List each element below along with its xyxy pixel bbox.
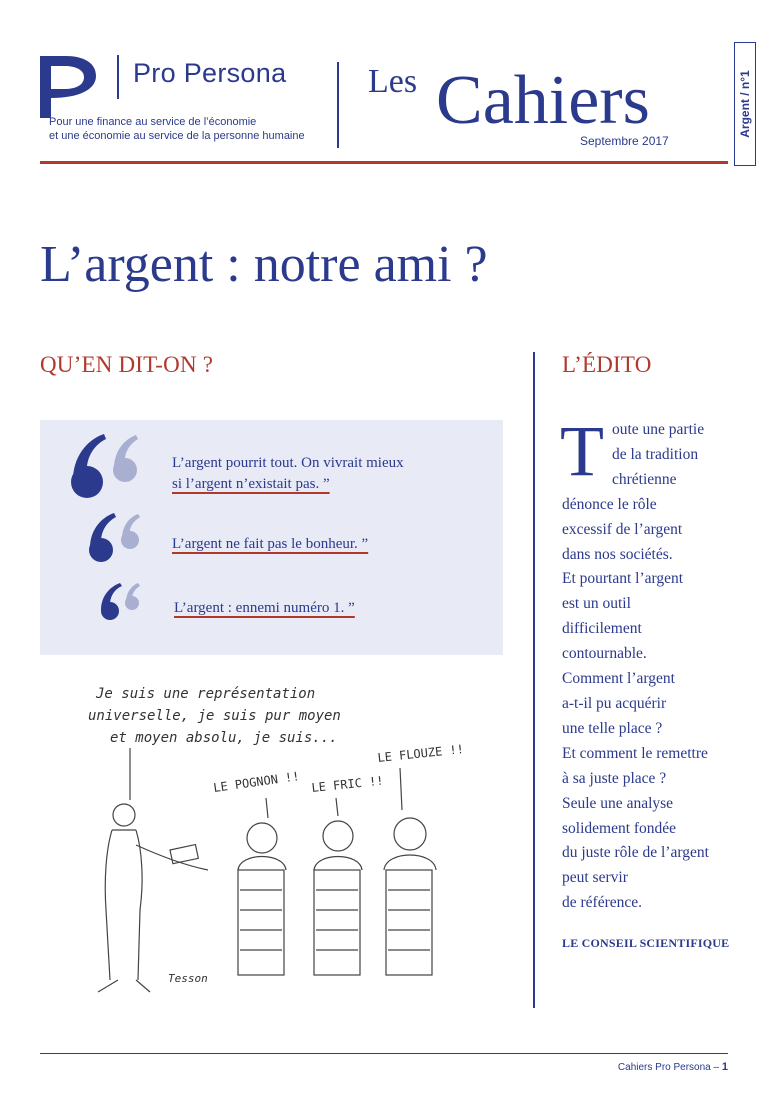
edito-line: difficilement (562, 620, 642, 638)
edito-line: dans nos sociétés. (562, 545, 673, 563)
publication-les: Les (368, 63, 418, 100)
quotes-box (40, 420, 503, 655)
cartoon-illustration (88, 680, 480, 1000)
issue-badge (734, 42, 756, 166)
edito-line: chrétienne (611, 470, 677, 488)
quotes-section-heading: QU’EN DIT-ON ? (40, 352, 214, 377)
cartoon-speech-line-3: et moyen absolu, je suis... (110, 730, 338, 746)
header-rule (40, 161, 728, 164)
edito-line: une telle place ? (562, 719, 663, 737)
pro-persona-logo-icon (38, 52, 100, 120)
issue-badge-text: Argent / n°1 (738, 70, 752, 138)
tagline-line-1: Pour une finance au service de l’économie (49, 116, 257, 128)
edito-section-heading: L’ÉDITO (562, 352, 652, 377)
footer-rule (40, 1053, 728, 1054)
edito-line: Seule une analyse (562, 794, 674, 812)
cartoon-bubble-3: LE FLOUZE !! (376, 741, 465, 765)
edito-line: excessif de l’argent (562, 520, 683, 538)
issue-date: Septembre 2017 (580, 134, 669, 148)
edito-line: à sa juste place ? (562, 769, 667, 787)
cartoon-signature: Tesson (168, 972, 208, 985)
edito-line: a-t-il pu acquérir (562, 694, 667, 712)
edito-line: contournable. (562, 645, 647, 663)
edito-line: Et comment le remettre (562, 744, 708, 762)
quote-1-line-2: si l’argent n’existait pas. ” (172, 476, 330, 492)
quote-1 (172, 453, 404, 495)
publication-cahiers: Cahiers (436, 62, 650, 139)
column-divider (533, 352, 535, 1008)
page-title: L’argent : notre ami ? (40, 236, 488, 293)
logo-divider (117, 55, 119, 99)
quote-3: L’argent : ennemi numéro 1. ” (174, 600, 355, 616)
edito-line: est un outil (562, 595, 631, 613)
footer-label: Cahiers Pro Persona – (617, 1062, 722, 1073)
edito-line: de la tradition (611, 445, 699, 463)
header-divider (337, 62, 339, 148)
cartoon-speech-line-1: Je suis une représentation (96, 686, 316, 702)
cartoon-speech-line-2: universelle, je suis pur moyen (88, 708, 341, 724)
edito-line: du juste rôle de l’argent (562, 844, 709, 862)
quote-mark-icon (70, 432, 146, 502)
edito-line: Et pourtant l’argent (562, 570, 684, 588)
quote-mark-icon (100, 582, 144, 622)
quote-2: L’argent ne fait pas le bonheur. ” (172, 536, 369, 552)
edito-line: Comment l’argent (562, 670, 675, 688)
edito-text (560, 411, 734, 916)
cartoon-bubble-1: LE POGNON !! (212, 769, 301, 795)
tagline-line-2: et une économie au service de la personne humaine (49, 130, 305, 142)
edito-line: peut servir (562, 869, 628, 887)
brand-name: Pro Persona (133, 58, 287, 88)
edito-line: de référence. (562, 894, 643, 912)
brand-tagline (49, 115, 305, 143)
cartoon-bubble-2: LE FRIC !! (310, 773, 385, 795)
quote-1-line-1: L’argent pourrit tout. On vivrait mieux (172, 455, 404, 471)
edito-signature: LE CONSEIL SCIENTIFIQUE (562, 936, 730, 950)
edito-dropcap: T (560, 411, 604, 491)
edito-line: solidement fondée (562, 819, 677, 837)
page-number: 1 (721, 1061, 728, 1073)
footer (618, 1061, 728, 1073)
edito-line: dénonce le rôle (562, 495, 657, 513)
quote-mark-icon (88, 512, 146, 564)
edito-line: oute une partie (611, 421, 705, 438)
